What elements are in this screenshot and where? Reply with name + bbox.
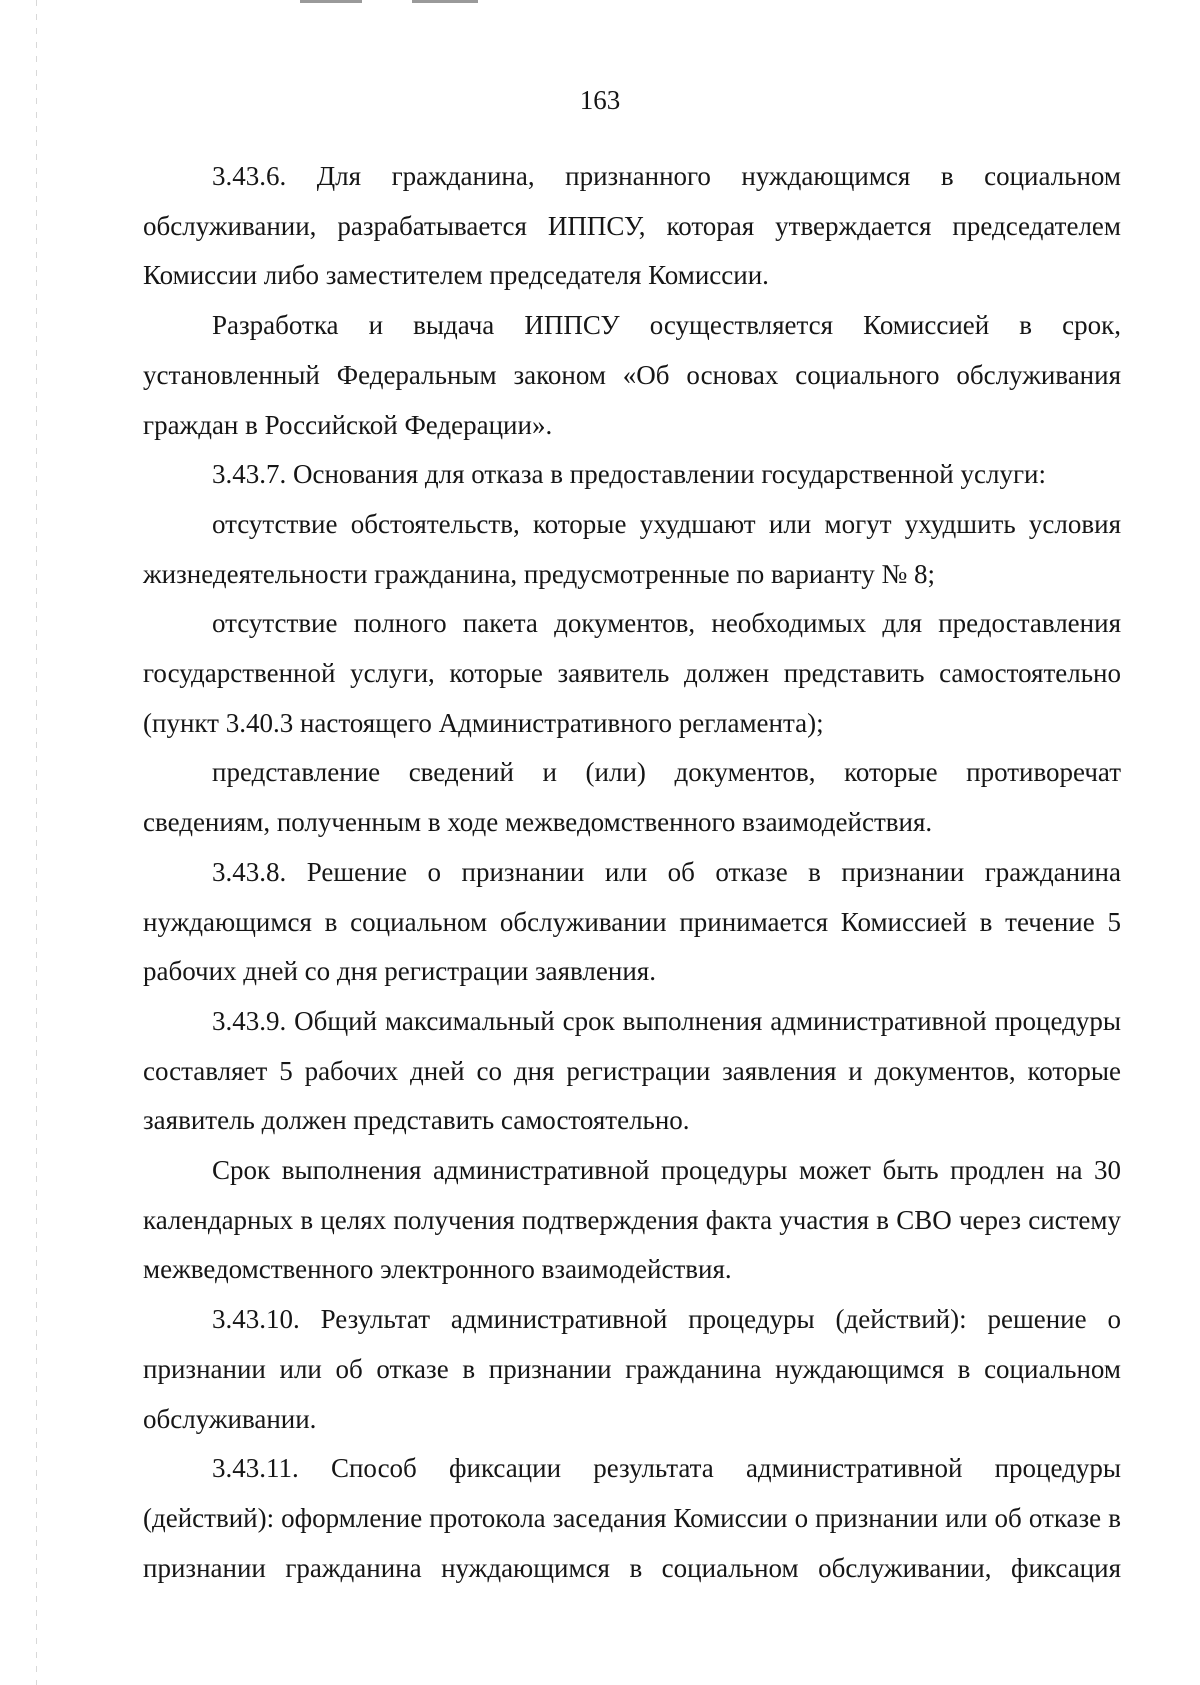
scan-edge-line	[36, 0, 37, 1685]
document-body	[143, 152, 1121, 1593]
paragraph-3-43-10: 3.43.10. Результат административной процедуры (действий): решение о признании или об отказе в признании гражданина нуждающимся в социальном обслуживании.	[143, 1304, 1121, 1434]
paragraph-3-43-7: 3.43.7. Основания для отказа в предоставлении государственной услуги:	[212, 459, 1046, 490]
refusal-reason-2: отсутствие полного пакета документов, необходимых для предоставления государственной услуги, которые заявитель должен представить самостоятельно (пункт 3.40.3 настоящего Административного регламента);	[143, 608, 1121, 738]
scan-mark	[300, 0, 362, 3]
paragraph-ippsu-development: Разработка и выдача ИППСУ осуществляется Комиссией в срок, установленный Федеральным законом «Об основах социального обслуживания граждан в Российской Федерации».	[143, 310, 1121, 440]
paragraph-3-43-8: 3.43.8. Решение о признании или об отказе в признании гражданина нуждающимся в социальном обслуживании принимается Комиссией в течение 5 рабочих дней со дня регистрации заявления.	[143, 856, 1121, 987]
refusal-reason-3: представление сведений и (или) документов, которые противоречат сведениям, полученным в ходе межведомственного взаимодействия.	[143, 757, 1121, 838]
paragraph-term-extension: Срок выполнения административной процедуры может быть продлен на 30 календарных в целях получения подтверждения факта участия в СВО через систему межведомственного электронного взаимодействия.	[143, 1155, 1121, 1285]
page-number: 163	[579, 85, 621, 115]
paragraph-3-43-9: 3.43.9. Общий максимальный срок выполнения административной процедуры составляет 5 рабочих дней со дня регистрации заявления и документов, которые заявитель должен представить самостоятельно.	[143, 1005, 1121, 1136]
refusal-reason-1: отсутствие обстоятельств, которые ухудшают или могут ухудшить условия жизнедеятельности гражданина, предусмотренные по варианту № 8;	[143, 508, 1121, 589]
paragraph-3-43-11: 3.43.11. Способ фиксации результата административной процедуры (действий): оформление протокола заседания Комиссии о признании или об отказе в признании гражданина нуждающимся в социальном обслуживании, фиксация	[143, 1453, 1121, 1583]
paragraph-3-43-6: 3.43.6. Для гражданина, признанного нуждающимся в социальном обслуживании, разрабатывается ИППСУ, которая утверждается председателем Комиссии либо заместителем председателя Комиссии.	[143, 161, 1121, 291]
scan-mark	[412, 0, 478, 3]
